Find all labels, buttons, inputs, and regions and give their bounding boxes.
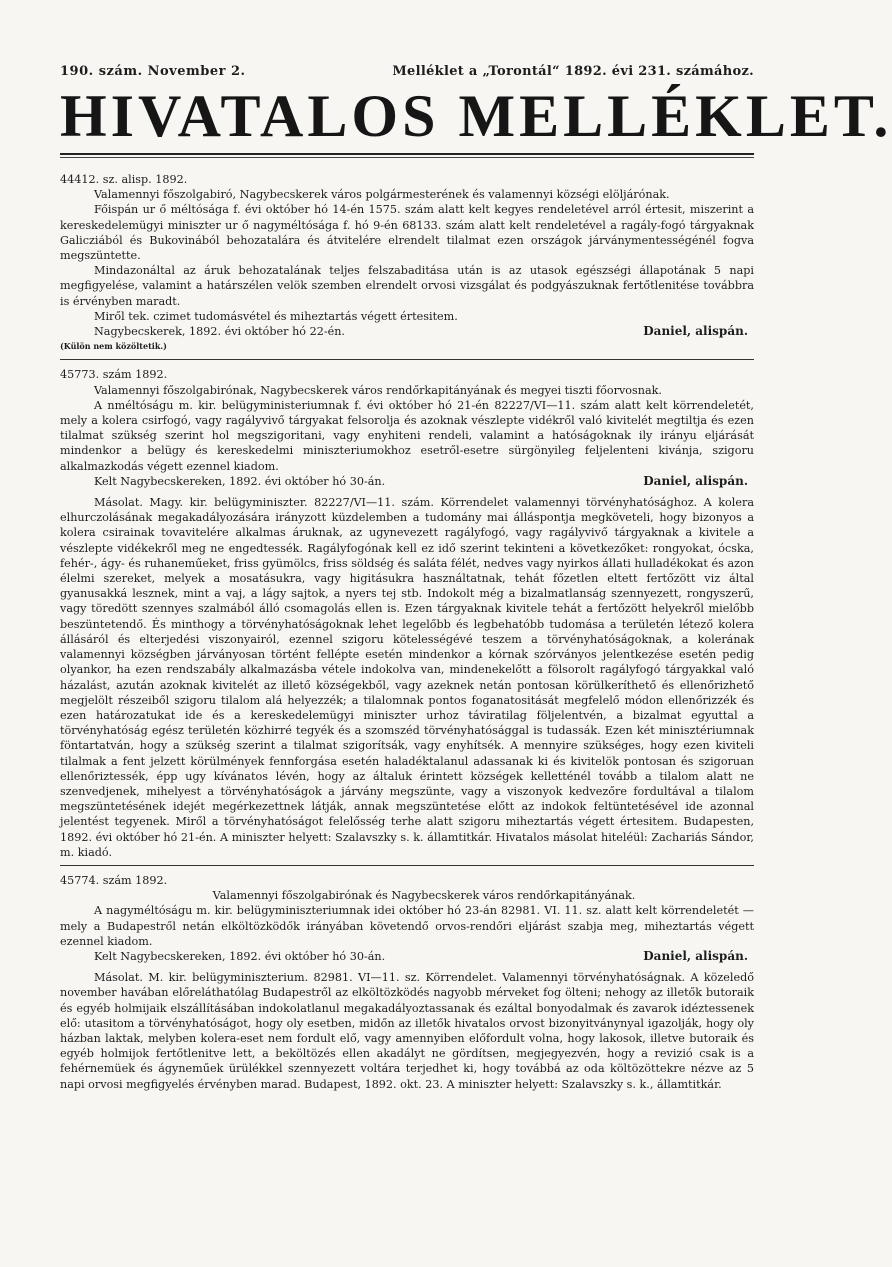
- decree-45773: [60, 367, 754, 860]
- decree-signature-row: [60, 474, 754, 489]
- masthead-title: HIVATALOS MELLÉKLET.: [60, 83, 892, 149]
- decree-paragraph: A nméltóságu m. kir. belügyministeriumnak f. évi október hó 21-én 82227/VI—11. szám alatt kelt körrendeletét, mely a kolera csirfogó, vagy ragályvivő tárgyakat felsorolja és azoknak vészlepte vidékről való kivitelét megtiltja és ezen tilalmat szükség szerint hol megszigoritani, vagy enyhiteni rendeli, valamint a hatóságoknak ily irányu eljárását mindenkor a belügy és kereskedelmi miniszteriumokhoz esetről-esetre sürgönyileg feljelenteni kivánja, szigoru alkalmazkodás végett ezennel kiadom.: [60, 398, 754, 473]
- decree-place-date: Nagybecskerek, 1892. évi október hó 22-én.: [94, 325, 345, 339]
- ministry-copy: Másolat. Magy. kir. belügyminiszter. 82227/VI—11. szám. Körrendelet valamennyi törvényhatósághoz. A kolera elhurczolásának megakadályozására irányzott küzdelemben a tudomány mai álláspontja megköveteli, hogy bizonyos a kolera csirainak tovavitelére alkalmas áruknak, az ugynevezett ragályfogó, vagy ragályvivő tárgyaknak a kivitele a vészlepte vidékekről meg ne engedtessék. Ragályfogónak kell ez idő szerint tekinteni a következőket: rongyokat, ócska, fehér-, ágy- és ruhaneműeket, friss gyümölcs, friss söldség és saláta félét, nedves vagy nyirkos állati hulladékokat és azon élelmi szereket, melyek a mosatásukra, vagy higitásukra használtatnak, tehát főzetlen eltett fertőzött viz által gyanusakká lesznek, mint a vaj, a lágy sajtok, a nyers tej stb. Indokolt még a bizalmatlanság szennyezett, rongyszerű, vagy töredött szennyes szalmából álló csomagolás ellen is. Ezen tárgyaknak kivitele tehát a fertőzött helyekről mielőbb beszüntetendő. És minthogy a törvényhatóságoknak lehet legelőbb és legbehatóbb tudomása a területén létező kolera állásáról és elterjedési viszonyairól, ezennel szigoru kötelességévé teszem a törvényhatóságoknak, a kolerának valamennyi községben járványosan történt fellépte esetén mindenkor a kórnak szórványos jelentkezése esetén pedig olyankor, ha ezen rendszabály alkalmazásba vétele indokolva van, mindenekelőtt a fölsorolt ragályfogó tárgyakkal való házalást, azután azoknak kivitelét az illető községekből, vagy azeknek netán pontosan körülkeríthető és ellenőrizhető megjelölt részeiből szigoru tilalom alá helyezzék; a tilalomnak pontos foganatositását megfelelő módon ellenőrizzék és ezen határozatukat ide és a kereskedelemügyi miniszter urhoz táviratilag följelentvén, a bizalmat egyuttal a törvényhatóság egész területén közhirré tegyék és a szomszéd törvényhatósággal is tudassák. Ezen két minisztériumnak föntartatván, hogy a szükség szerint a tilalmat szigorítsák, vagy enyhítsék. A mennyire szükséges, hogy ezen kiviteli tilalmak a fent jelzett körülmények fennforgása esetén haladéktalanul adassanak ki és kivitelök pontosan és szigoruan ellenőriztessék, épp ugy kívánatos lévén, hogy az általuk érintett községek kelletténél tovább a tilalom alatt ne szenvedjenek, mihelyest a törvényhatóságok a járvány megszünte, vagy a viszonyok kedvezőre fordultával a tilalom megszüntetésének idejét megérkezettnek látják, annak megszüntetése előtt az indokok feltüntetésével ide azonnal jelentést tegyenek. Miről a törvényhatóságot felelősség terhe alatt szigoru miheztartás végett értesitem. Budapesten, 1892. évi október hó 21-én. A miniszter helyett: Szalavszky s. k. államtitkár. Hivatalos másolat hiteléül: Zachariás Sándor, m. kiadó.: [60, 496, 754, 859]
- section-divider: [60, 865, 754, 866]
- issue-number-date: 190. szám. November 2.: [60, 64, 246, 79]
- decree-number: 45773. szám 1892.: [60, 368, 168, 382]
- supplement-info: Melléklet a „Torontál“ 1892. évi 231. számához.: [392, 64, 754, 79]
- ministry-copy: Másolat. M. kir. belügyminiszterium. 82981. VI—11. sz. Körrendelet. Valamennyi törvényhatóságnak. A közeledő november havában előreláthatólag Budapestről az elköltözködés nagyobb mérveket fog ölteni; nehogy az illetők butoraik és egyéb holmijaik elszállításában indokolatlanul megakadályoztassanak és ezáltal bonyodalmak és zavarok idéztessenek elő: utasitom a törvényhatóságot, hogy oly esetben, midőn az illetők hivatalos orvost bizonyitványnyal igazolják, hogy oly házban laktak, melyben kolera-eset nem fordult elő, vagy amennyiben előfordult volna, hogy lakosok, illetve butoraik és egyéb holmijok fertőtlenitve lett, a beköltözés ellen akadályt ne gördítsen, megjegyezvén, hogy a revizió csak is a fehérnemüek és ágyneműek ürülékkel szennyezett voltára terjedhet ki, hogy továbbá az oda költözöttekre nézve az 5 napi orvosi megfigyelés érvényben marad. Budapest, 1892. okt. 23. A miniszter helyett: Szalavszky s. k., államtitkár.: [60, 971, 754, 1091]
- decree-signature: Daniel, alispán.: [643, 473, 748, 488]
- section-divider: [60, 359, 754, 360]
- decree-signature: Daniel, alispán.: [643, 324, 748, 339]
- decree-number: 45774. szám 1892.: [60, 873, 168, 887]
- decree-paragraph: A nagyméltóságu m. kir. belügyminiszteriumnak idei október hó 23-án 82981. VI. 11. sz. alatt kelt körrendeletét — mely a Budapestről netán elköltözködők irányában követendő orvos-rendőri eljárást szabja meg, miheztartás végett ezennel kiadom.: [60, 904, 754, 948]
- decree-paragraph: Főispán ur ő méltósága f. évi október hó 14-én 1575. szám alatt kelt kegyes rendeletével arról értesit, miszerint a kereskedelemügyi miniszter ur ő nagyméltósága f. hó 9-én 68133. szám alatt kelt rendeletével a ragály-fogó tárgyaknak Galicziából és Bukovinából behozatalára és átvitelére elrendelt tilalmat ezen országok járványmentességénél fogva megszüntette.: [60, 203, 754, 263]
- decree-signature-row: [60, 949, 754, 964]
- decree-paragraph: Miről tek. czimet tudomásvétel és miheztartás végett értesitem.: [94, 309, 458, 323]
- masthead-rule: [60, 153, 754, 155]
- decree-signature-row: [60, 324, 754, 339]
- decree-paragraph: Mindazonáltal az áruk behozatalának teljes felszabaditása után is az utasok egészségi állapotának 5 napi megfigyelése, valamint a határszélen velök szemben elrendelt orvosi vizsgálat és podgyászuknak fertőtlenitése továbbra is érvényben maradt.: [60, 264, 754, 308]
- decree-address: Valamennyi főszolgabiró, Nagybecskerek város polgármesterének és valamennyi községi elöljárónak.: [94, 188, 670, 202]
- decree-44412: [60, 172, 754, 354]
- issue-line: [60, 64, 754, 79]
- masthead-rule-thin: [60, 157, 754, 158]
- decree-number: 44412. sz. alisp. 1892.: [60, 173, 188, 186]
- decree-place-date: Kelt Nagybecskereken, 1892. évi október hó 30-án.: [94, 949, 386, 963]
- decree-address: Valamennyi főszolgabirónak, Nagybecskerek város rendőrkapitányának és megyei tiszti főorvosnak.: [94, 383, 662, 397]
- decree-place-date: Kelt Nagybecskereken, 1892. évi október hó 30-án.: [94, 474, 386, 488]
- decree-45774: [60, 873, 754, 1092]
- decree-address: Valamennyi főszolgabirónak és Nagybecskerek város rendőrkapitányának.: [212, 889, 636, 903]
- decree-note: (Külön nem közöltetik.): [60, 341, 167, 352]
- decree-signature: Daniel, alispán.: [643, 948, 748, 963]
